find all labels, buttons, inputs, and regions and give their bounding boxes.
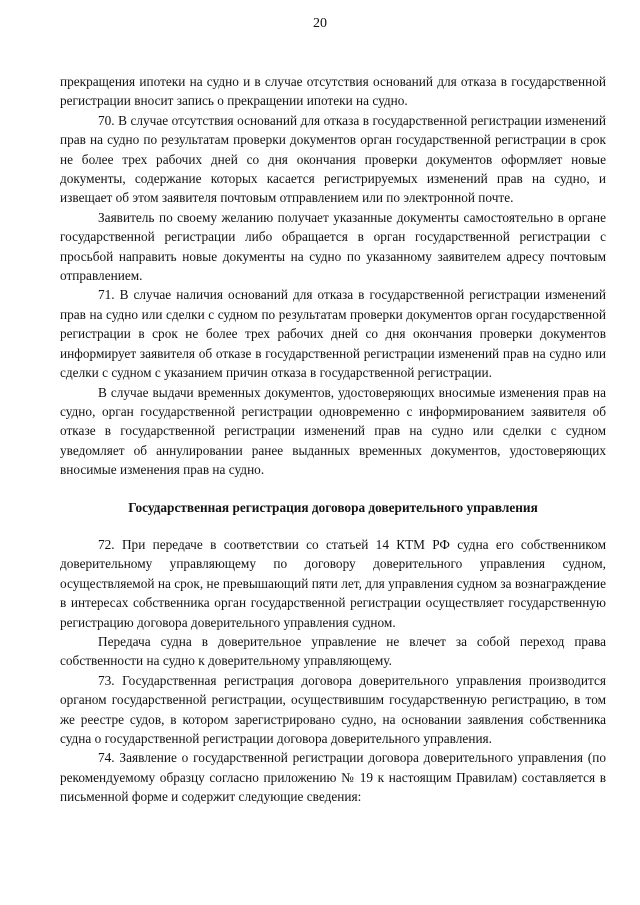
paragraph: Передача судна в доверительное управление не влечет за собой переход права собственности на судно к доверительному управляющему. <box>60 633 606 669</box>
paragraph: 70. В случае отсутствия оснований для отказа в государственной регистрации изменений прав на судно по результатам проверки документов орган государственной регистрации в срок не более трех рабочих дней со дня окончания проверки документов оформляет новые документы, содержание которых касается регистрируемых изменений прав на судно, и извещает об этом заявителя почтовым отправлением или по электронной почте. <box>60 112 606 206</box>
paragraph: В случае выдачи временных документов, удостоверяющих вносимые изменения прав на судно, орган государственной регистрации одновременно с информированием заявителя об отказе в государственной регистрации изменений прав на судно или сделки с судном уведомляет об аннулировании ранее выданных временных документов, удостоверяющих вносимые изменения прав на судно. <box>60 384 606 478</box>
paragraph: 73. Государственная регистрация договора доверительного управления производится органом государственной регистрации, осуществившим государственную регистрацию, в том же реестре судов, в котором зарегистрировано судно, на основании заявления собственника судна о государственной регистрации договора доверительного управления. <box>60 672 606 746</box>
paragraph: прекращения ипотеки на судно и в случае отсутствия оснований для отказа в государственной регистрации вносит запись о прекращении ипотеки на судно. <box>60 74 606 109</box>
paragraph: 74. Заявление о государственной регистрации договора доверительного управления (по рекомендуемому образцу согласно приложению № 19 к настоящим Правилам) составляется в письменной форме и содержит следующие сведения: <box>60 750 606 805</box>
page-number: 20 <box>313 16 327 31</box>
document-body <box>60 72 606 807</box>
section-heading: Государственная регистрация договора доверительного управления <box>128 499 538 515</box>
paragraph: Заявитель по своему желанию получает указанные документы самостоятельно в органе государственной регистрации либо обращается в орган государственной регистрации с просьбой направить новые документы на судно по указанному заявителем адресу почтовым отправлением. <box>60 209 606 284</box>
paragraph: 71. В случае наличия оснований для отказа в государственной регистрации изменений прав на судно или сделки с судном по результатам проверки документов орган государственной регистрации в срок не более трех рабочих дней со дня окончания проверки документов информирует заявителя об отказе в государственной регистрации изменений прав на судно или сделки с судном с указанием причин отказа в государственной регистрации. <box>60 287 606 381</box>
paragraph: 72. При передаче в соответствии со статьей 14 КТМ РФ судна его собственником доверительному управляющему по договору доверительного управления судном, осуществляемой на срок, не превышающий пяти лет, для управления судном за вознаграждение в интересах собственника орган государственной регистрации осуществляет государственную регистрацию договора доверительного управления судном. <box>60 536 606 630</box>
